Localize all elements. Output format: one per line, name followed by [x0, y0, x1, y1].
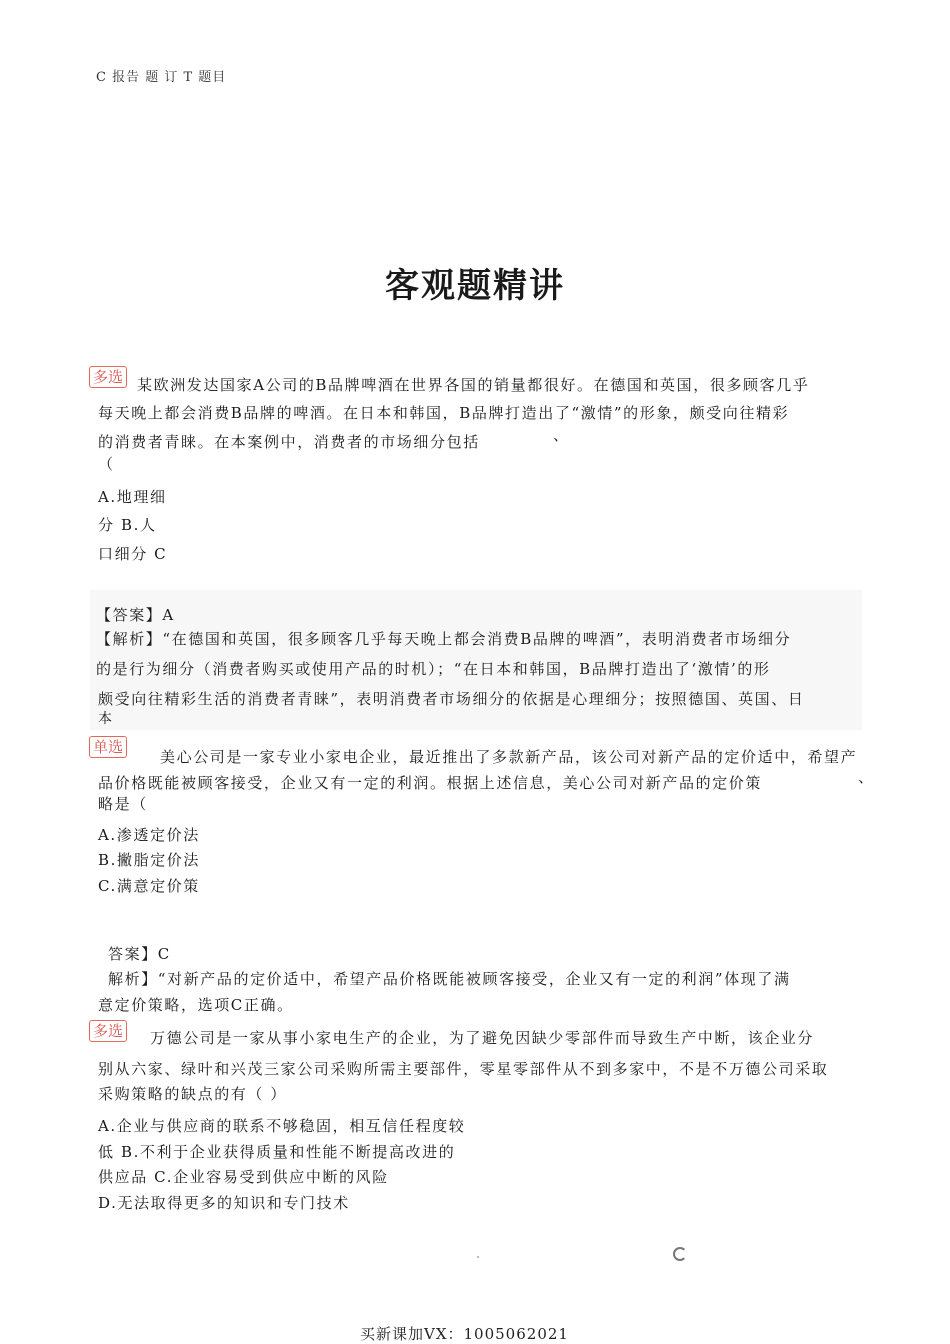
page-title: 客观题精讲 [385, 266, 565, 306]
footer-watermark: 买新课加VX：1005062021 [360, 1325, 569, 1343]
question-1-option-line-3-clip [98, 543, 218, 563]
header-fragment [96, 70, 316, 85]
question-2-line-3: 略是（ [98, 795, 148, 813]
question-3-option-line-3: 供应品 C.企业容易受到供应中断的风险 [98, 1168, 389, 1186]
question-2-option-c: C.满意定价策 [98, 877, 200, 895]
answer-1-line-2-clip [96, 630, 856, 648]
question-2-line-2: 品价格既能被顾客接受，企业又有一定的利润。根据上述信息，美心公司对新产品的定价策 [98, 774, 763, 792]
question-2-option-b: B.撇脂定价法 [98, 851, 200, 869]
question-3-line-3-clip [98, 1085, 498, 1103]
question-3-option-line-4: D.无法取得更多的知识和专门技术 [98, 1194, 350, 1212]
answer-1-line-3: 的是行为细分（消费者购买或使用产品的时机）；“在日本和韩国，B品牌打造出了‘激情’的形 [96, 660, 771, 678]
question-2-tick: 、 [858, 768, 875, 786]
question-3-line-1: 万德公司是一家从事小家电生产的企业，为了避免因缺少零部件而导致生产中断，该企业分 [150, 1029, 815, 1047]
answer-1-line-1: 【答案】A [96, 606, 175, 624]
question-2-type-badge: 单选 [89, 736, 127, 758]
dot-mark [477, 1256, 479, 1258]
question-1-option-line-1: A.地理细 [98, 488, 167, 506]
question-2-option-a: A.渗透定价法 [98, 826, 200, 844]
question-1-tick: 、 [553, 426, 570, 444]
question-2-line-1-clip [160, 746, 860, 766]
question-1-line-2-clip [98, 400, 858, 422]
question-1-option-line-3: 口细分 C [98, 545, 168, 563]
question-3-line-2: 别从六家、绿叶和兴茂三家公司采购所需主要部件，零星零部件从不到多家中，不是不万德公司采取 [98, 1060, 829, 1078]
answer-1-line-1-clip [96, 604, 296, 624]
question-3-type-badge: 多选 [89, 1020, 127, 1042]
answer-2-explain-line-1: 解析】“对新产品的定价适中，希望产品价格既能被顾客接受，企业又有一定的利润”体现了满 [108, 970, 791, 988]
answer-2-explain-line-2-clip [98, 998, 398, 1012]
question-2-line-1: 美心公司是一家专业小家电企业，最近推出了多款新产品，该公司对新产品的定价适中，希望产 [160, 748, 858, 766]
question-3-line-2-clip [98, 1058, 858, 1078]
answer-2-answer: 答案】C [108, 945, 171, 963]
answer-1-line-2: 【解析】“在德国和英国，很多顾客几乎每天晚上都会消费B品牌的啤酒”，表明消费者市场细分 [96, 630, 792, 648]
question-1-type-badge: 多选 [89, 366, 127, 388]
question-3-option-line-2: 低 B.不利于企业获得质量和性能不断提高改进的 [98, 1143, 456, 1161]
question-3-option-line-1: A.企业与供应商的联系不够稳固，相互信任程度较 [98, 1117, 466, 1135]
question-1-line-2: 每天晚上都会消费B品牌的啤酒。在日本和韩国，B品牌打造出了“激情”的形象，颇受向往精彩 [98, 404, 790, 422]
footer-watermark-clip [360, 1323, 600, 1344]
question-3-line-3: 采购策略的缺点的有（ ） [98, 1085, 287, 1103]
answer-1-line-3-clip [96, 660, 856, 678]
question-1-line-4: （ [98, 455, 115, 473]
answer-1-line-5: 本 [98, 711, 114, 727]
logo-mark-icon [673, 1247, 687, 1261]
question-1-option-line-2: 分 B.人 [98, 516, 157, 534]
question-1-line-3: 的消费者青睐。在本案例中，消费者的市场细分包括 [98, 433, 480, 451]
answer-1-box [90, 590, 862, 730]
header-fragment-text: C 报告 题 订 T 题目 [96, 70, 227, 85]
question-1-line-1: 某欧洲发达国家A公司的B品牌啤酒在世界各国的销量都很好。在德国和英国，很多顾客几乎 [137, 376, 810, 394]
answer-1-line-4: 颇受向往精彩生活的消费者青睐”，表明消费者市场细分的依据是心理细分；按照德国、英国、日 [98, 690, 805, 708]
answer-2-explain-line-2: 意定价策略，选项C正确。 [98, 996, 294, 1014]
